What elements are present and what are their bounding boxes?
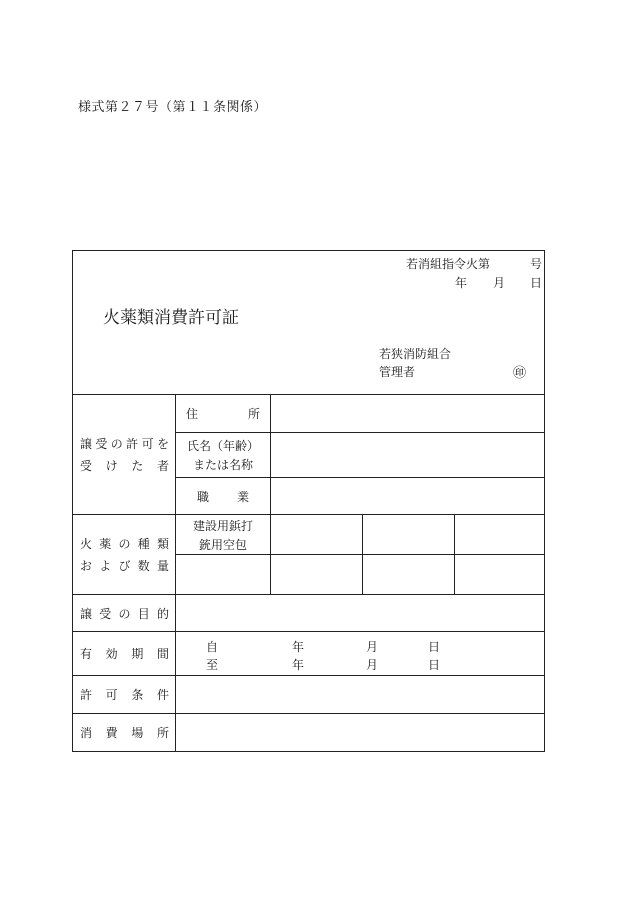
conditions-label: 許 可 条 件 [73,676,176,713]
issue-date-month: 月 [493,276,506,290]
recipient-section [73,395,544,515]
validity-from: 自 [206,640,219,654]
issuer-organization: 若狭消防組合 [379,347,452,361]
validity-to-day: 日 [428,658,441,672]
purpose-row [73,595,544,632]
place-row [73,714,544,751]
issue-date-day: 日 [530,276,543,290]
address-label: 住 所 [186,407,260,421]
validity-to: 至 [206,658,219,672]
occupation-label: 職 業 [197,490,249,504]
explosives-label-line1: 火 薬 の 種 類 [80,537,169,551]
validity-to-year: 年 [292,658,305,672]
validity-from-day: 日 [428,640,441,654]
permit-number-suffix: 号 [530,257,543,271]
explosive-type-label: 建設用鋲打 銃用空包 [192,518,253,552]
recipient-label [73,395,176,514]
place-label: 消 費 場 所 [73,714,176,751]
name-label: 氏名（年齢） または名称 [186,439,259,472]
recipient-label-line2: 受 け た 者 [80,459,169,473]
validity-to-month: 月 [366,658,379,672]
recipient-label-line1: 譲 受 の 許 可 を [80,437,169,451]
purpose-label: 譲 受 の 目 的 [73,595,176,631]
permit-form [72,250,545,752]
permit-header [73,251,544,395]
issue-date-year: 年 [455,276,468,290]
conditions-row [73,676,544,714]
permit-number-prefix: 若消組指令火第 [406,257,491,271]
explosives-label-line2: お よ び 数 量 [80,559,169,573]
validity-row [73,632,544,676]
explosives-label [73,515,176,594]
validity-from-year: 年 [292,640,305,654]
seal-mark: ㊞ [513,366,527,381]
document-title: 火薬類消費許可証 [103,308,239,328]
validity-from-month: 月 [366,640,379,654]
validity-label: 有 効 期 間 [73,632,176,675]
issuer-role: 管理者 [379,365,416,379]
explosives-section [73,515,544,595]
form-number: 様式第２７号（第１１条関係） [78,100,268,115]
